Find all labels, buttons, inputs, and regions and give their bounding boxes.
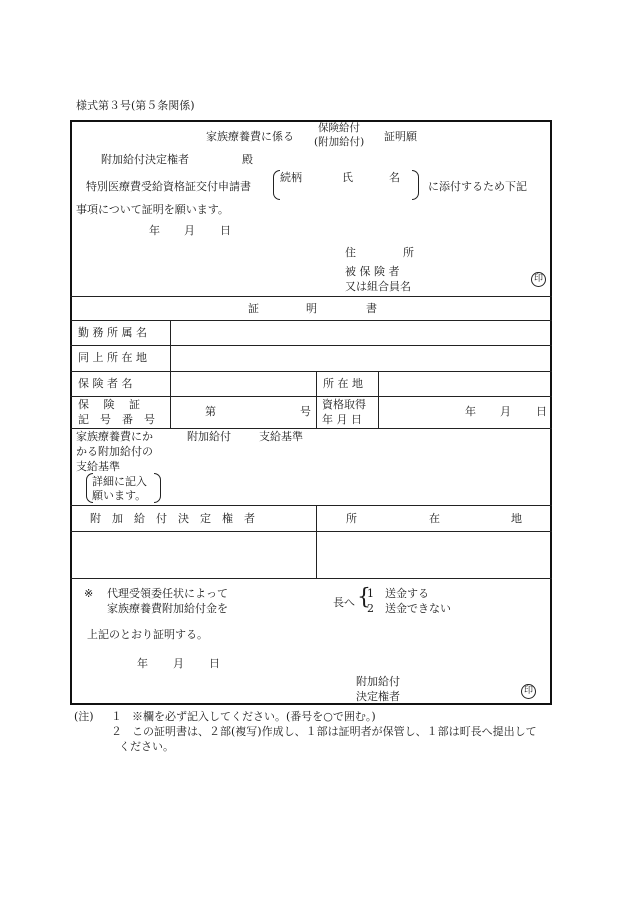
addressee: 附加給付決定権者 bbox=[101, 153, 189, 166]
rule-col-label bbox=[170, 320, 171, 428]
insurer-name-label: 保 険 者 名 bbox=[78, 377, 133, 390]
name-label-1: 氏 bbox=[342, 171, 353, 184]
cert-title-2: 明 bbox=[306, 302, 317, 315]
to-mayor: 長へ bbox=[333, 596, 355, 609]
location-label: 所 在 地 bbox=[323, 377, 363, 390]
rule-col-mid2 bbox=[378, 371, 379, 428]
insurance-cert-label-2: 記 号 番 号 bbox=[78, 413, 155, 426]
rule-r4 bbox=[70, 396, 552, 397]
authority-address-3: 地 bbox=[511, 512, 522, 525]
form-number: 様式第３号(第５条関係) bbox=[76, 99, 195, 112]
rule-col-auth bbox=[316, 505, 317, 578]
decider-label-2: 決定権者 bbox=[356, 690, 400, 703]
criteria-note-2: 願います。 bbox=[92, 489, 147, 502]
decider-label-1: 附加給付 bbox=[356, 675, 400, 688]
proxy-line-2: 家族療養費附加給付金を bbox=[107, 602, 228, 615]
request-line2: 事項について証明を願います。 bbox=[76, 203, 229, 216]
date-month: 月 bbox=[184, 224, 195, 237]
seal-icon: 印 bbox=[531, 272, 546, 287]
honorific: 殿 bbox=[242, 153, 253, 166]
criteria-value-2: 支給基準 bbox=[259, 430, 303, 443]
acquired-month: 月 bbox=[500, 405, 511, 418]
relation-label: 続柄 bbox=[280, 171, 302, 184]
title-suffix: 証明願 bbox=[384, 130, 417, 143]
workplace-address-label: 同 上 所 在 地 bbox=[78, 351, 147, 364]
cert-title-3: 書 bbox=[366, 302, 377, 315]
date-year: 年 bbox=[149, 224, 160, 237]
date-day: 日 bbox=[220, 224, 231, 237]
note-2-text-a: この証明書は、２部(複写)作成し、１部は証明者が保管し、１部は町長へ提出して bbox=[132, 725, 537, 738]
title-alt-bottom: (附加給付) bbox=[314, 136, 365, 148]
address-label-2: 所 bbox=[403, 246, 414, 259]
cert-date-day: 日 bbox=[209, 657, 220, 670]
certified-statement: 上記のとおり証明する。 bbox=[87, 628, 208, 641]
proxy-line-1: 代理受領委任状によって bbox=[107, 587, 228, 600]
name-label-2: 名 bbox=[389, 171, 400, 184]
rule-r2 bbox=[70, 345, 552, 346]
number-prefix: 第 bbox=[205, 405, 216, 418]
note-mark: ※ bbox=[84, 587, 94, 600]
acquired-day: 日 bbox=[536, 405, 547, 418]
options-brace: { bbox=[357, 585, 371, 610]
rule-col-mid bbox=[316, 371, 317, 428]
cert-date-month: 月 bbox=[173, 657, 184, 670]
note-2-num: ２ bbox=[111, 725, 122, 738]
criteria-label-3: 支給基準 bbox=[76, 460, 120, 473]
cert-date-year: 年 bbox=[137, 657, 148, 670]
criteria-label-1: 家族療養費にか bbox=[76, 430, 153, 443]
rule-r6 bbox=[70, 505, 552, 506]
criteria-value-1: 附加給付 bbox=[187, 430, 231, 443]
application-name: 特別医療費受給資格証交付申請書 bbox=[86, 180, 251, 193]
note-1-text: ※欄を必ず記入してください。(番号を○で囲む。) bbox=[132, 710, 376, 723]
note-2-text-b: ください。 bbox=[119, 740, 174, 753]
rule-cert-top bbox=[70, 296, 552, 297]
bracket-left bbox=[273, 170, 280, 200]
note-1-num: １ bbox=[111, 710, 122, 723]
title-prefix: 家族療養費に係る bbox=[206, 130, 294, 143]
rule-r8 bbox=[70, 578, 552, 579]
decider-seal-icon: 印 bbox=[521, 684, 536, 699]
authority-address-1: 所 bbox=[346, 512, 357, 525]
option-send[interactable]: 1 送金する bbox=[367, 587, 429, 600]
title-alt-top: 保険給付 bbox=[318, 122, 360, 134]
notes-label: (注) bbox=[74, 710, 94, 723]
address-label-1: 住 bbox=[345, 246, 356, 259]
rule-r3 bbox=[70, 371, 552, 372]
option-not-send[interactable]: 2 送金できない bbox=[367, 602, 451, 615]
acquired-label-1: 資格取得 bbox=[322, 398, 366, 411]
cert-title-1: 証 bbox=[248, 302, 259, 315]
authority-address-2: 在 bbox=[429, 512, 440, 525]
acquired-year: 年 bbox=[465, 405, 476, 418]
authority-header: 附 加 給 付 決 定 権 者 bbox=[90, 512, 255, 525]
workplace-label: 勤 務 所 属 名 bbox=[78, 326, 147, 339]
bracket-right bbox=[412, 170, 419, 200]
criteria-label-2: かる附加給付の bbox=[76, 445, 153, 458]
criteria-note-1: 詳細に記入 bbox=[92, 475, 147, 488]
criteria-bracket-right bbox=[154, 473, 161, 503]
insured-label: 被 保 険 者 bbox=[345, 265, 400, 278]
rule-r5 bbox=[70, 428, 552, 429]
insurance-cert-label-1: 保 険 証 bbox=[78, 398, 140, 411]
member-label: 又は組合員名 bbox=[345, 280, 411, 293]
number-suffix: 号 bbox=[300, 405, 311, 418]
request-tail: に添付するため下記 bbox=[428, 180, 527, 193]
rule-r7 bbox=[70, 531, 552, 532]
acquired-label-2: 年 月 日 bbox=[322, 413, 362, 426]
rule-r1 bbox=[70, 320, 552, 321]
